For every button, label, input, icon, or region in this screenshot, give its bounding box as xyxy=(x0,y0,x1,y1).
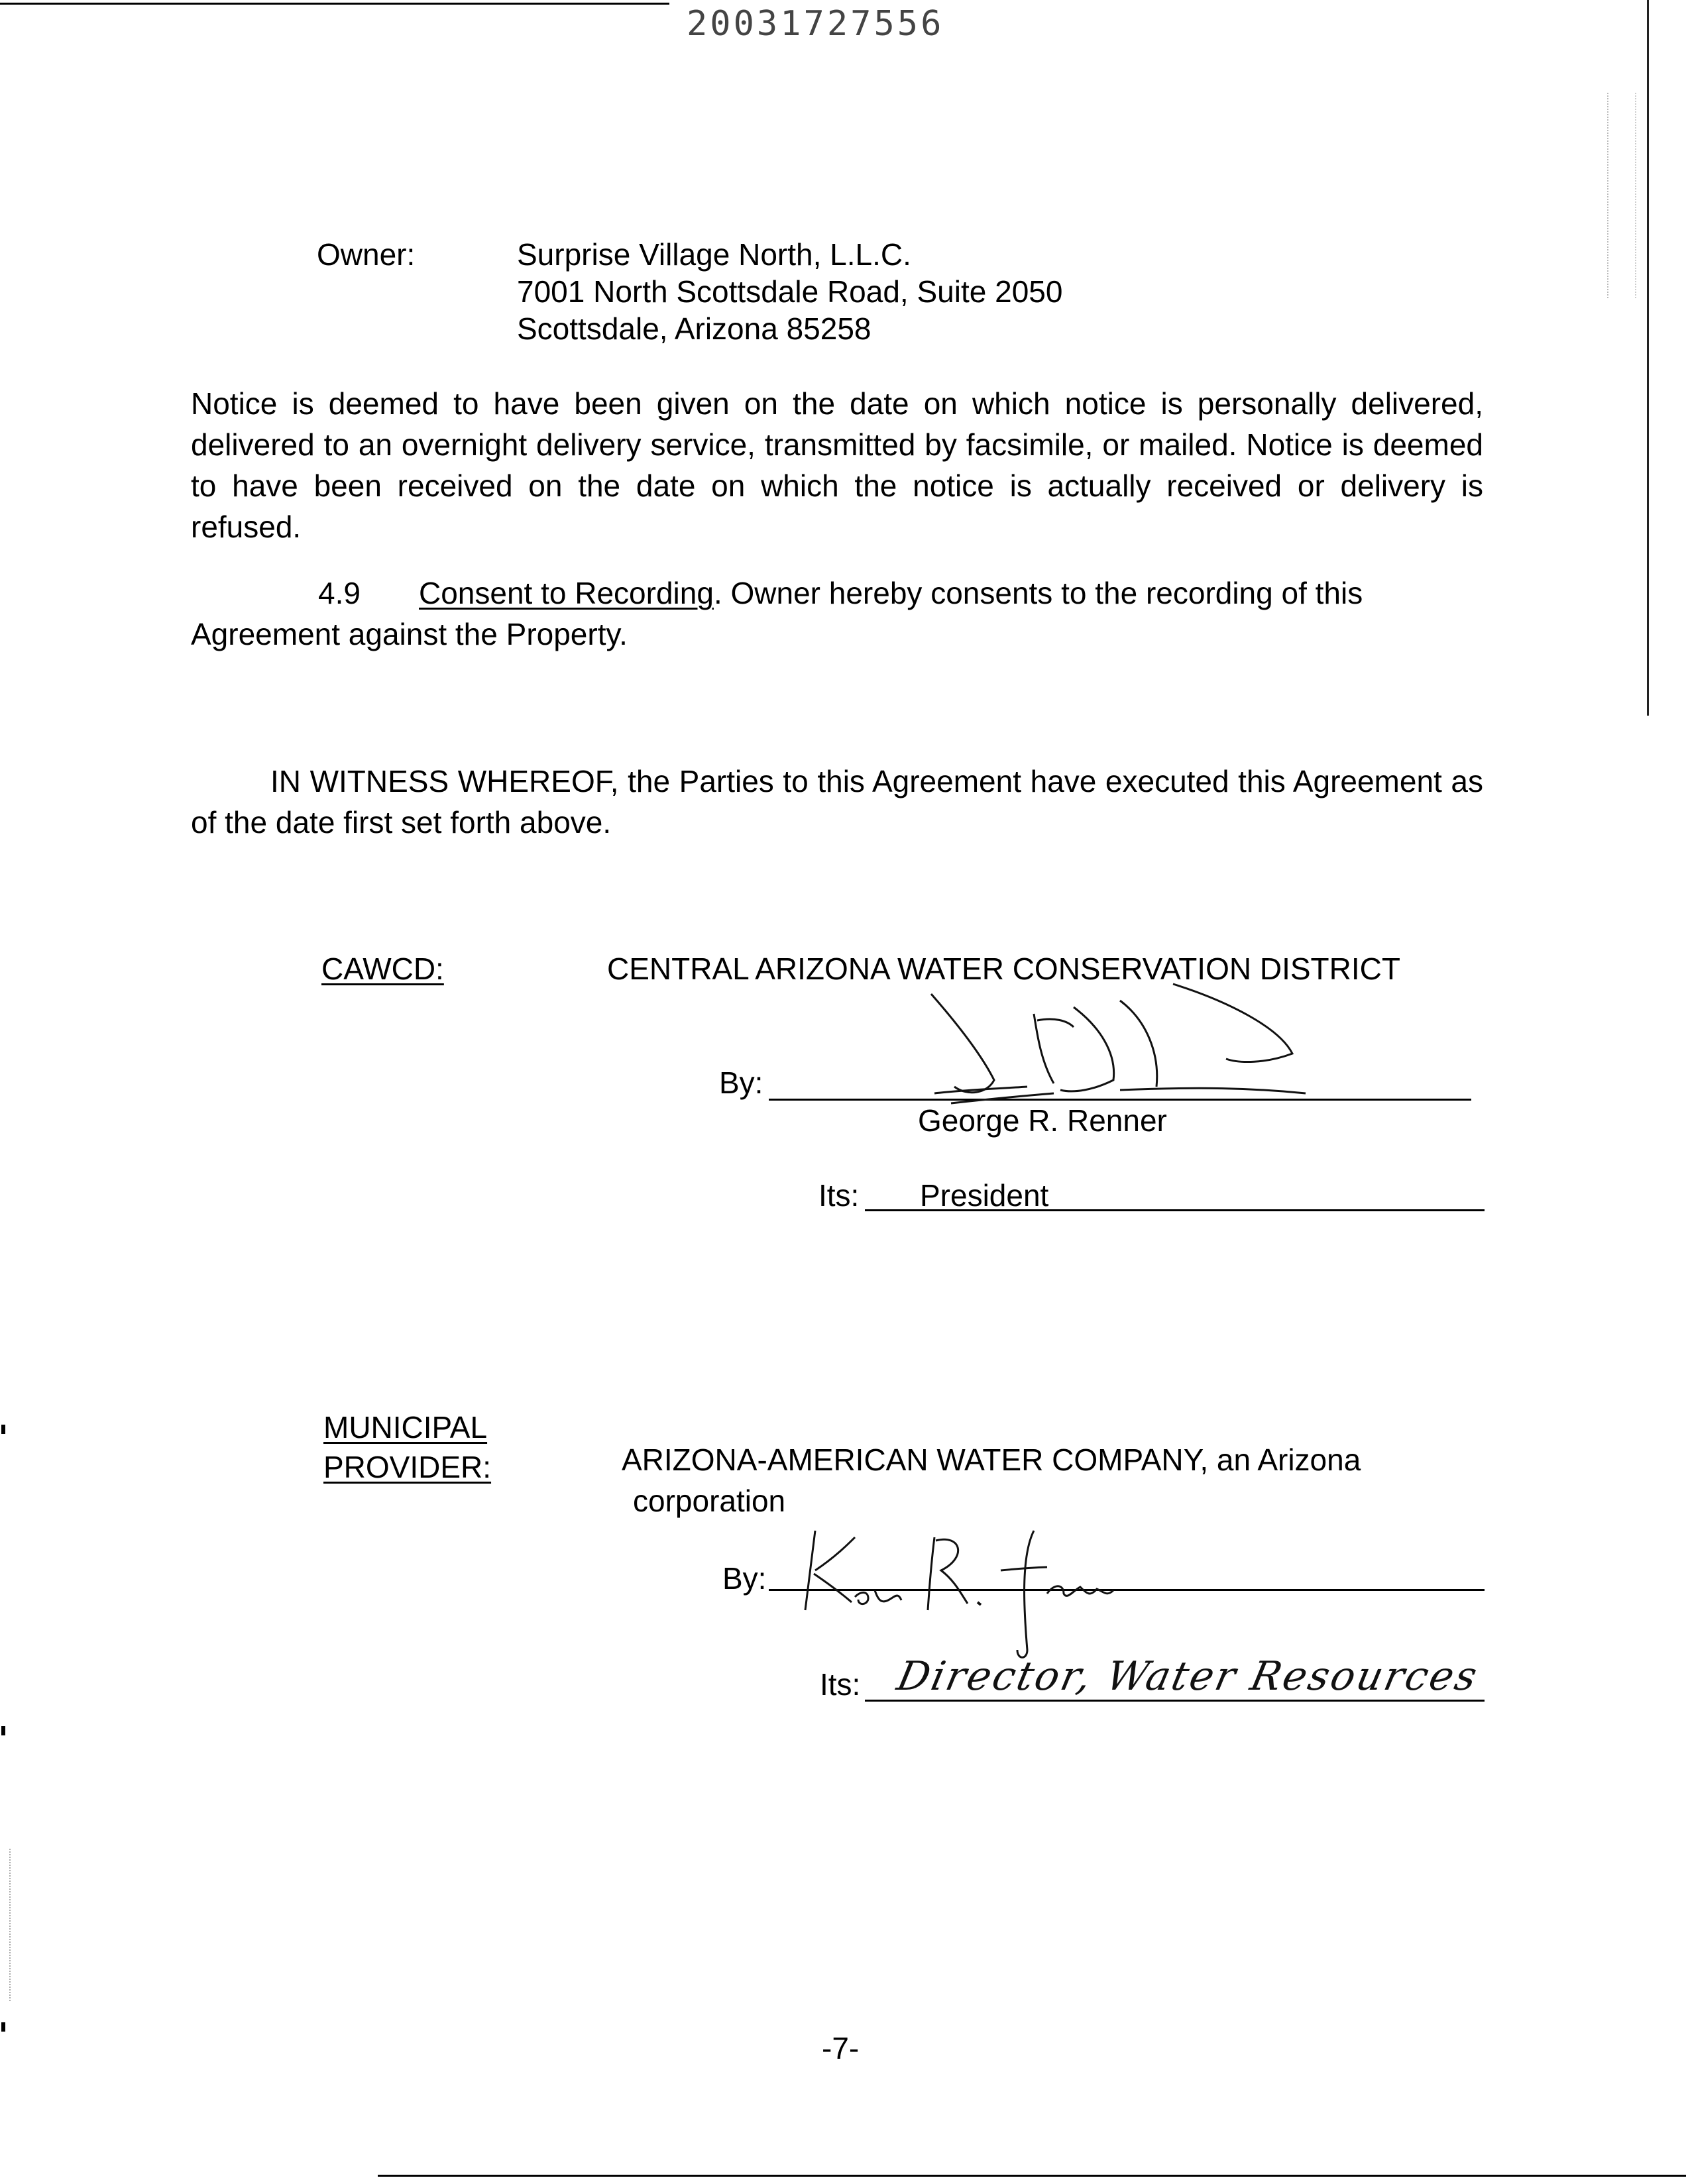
municipal-entity-line1: ARIZONA-AMERICAN WATER COMPANY, an Arizona xyxy=(622,1443,1361,1477)
margin-dot-2 xyxy=(1,1726,5,1735)
owner-address-line2: Scottsdale, Arizona 85258 xyxy=(517,311,871,346)
municipal-its-line xyxy=(865,1700,1485,1702)
section-line1 xyxy=(419,574,1363,612)
top-border-line xyxy=(0,3,669,5)
municipal-signature xyxy=(762,1517,1160,1676)
cawcd-its-label: Its: xyxy=(818,1178,860,1213)
cawcd-label: CAWCD: xyxy=(321,952,444,986)
owner-address-line1: 7001 North Scottsdale Road, Suite 2050 xyxy=(517,274,1063,309)
owner-label: Owner: xyxy=(317,237,416,272)
municipal-entity-line2: corporation xyxy=(633,1484,786,1518)
margin-dot-1 xyxy=(1,1425,5,1434)
scan-edge-mark xyxy=(1647,0,1649,716)
cawcd-by-label: By: xyxy=(719,1065,763,1100)
owner-name: Surprise Village North, L.L.C. xyxy=(517,237,911,272)
witness-paragraph: IN WITNESS WHEREOF, the Parties to this Agreement have executed this Agreement as of the date first set forth above. xyxy=(191,764,1483,840)
cawcd-title: President xyxy=(920,1178,1049,1213)
municipal-its-label: Its: xyxy=(820,1667,861,1702)
section-heading: Consent to Recording xyxy=(419,576,714,610)
municipal-label-line2: PROVIDER: xyxy=(323,1450,492,1484)
margin-speckle xyxy=(9,1849,11,2001)
municipal-handwritten-title: Director, Water Resources xyxy=(893,1653,1483,1700)
section-text-first: . Owner hereby consents to the recording of this xyxy=(713,576,1363,610)
cawcd-signer-name: George R. Renner xyxy=(918,1103,1167,1138)
notice-paragraph: Notice is deemed to have been given on the date on which notice is personally delivered, delivered to an overnight delivery service, transmitted by facsimile, or mailed. Notice is deemed to have been received on the date on which the notice is actually received or delivery is refused. xyxy=(191,386,1483,544)
cawcd-signature xyxy=(855,981,1319,1113)
cawcd-entity: CENTRAL ARIZONA WATER CONSERVATION DISTRICT xyxy=(607,952,1400,986)
municipal-label-line1: MUNICIPAL xyxy=(323,1410,488,1445)
municipal-by-label: By: xyxy=(722,1561,767,1596)
cawcd-its-line xyxy=(865,1209,1485,1211)
scan-speckle xyxy=(1607,93,1636,298)
bottom-border-line xyxy=(378,2175,1686,2177)
document-number: 20031727556 xyxy=(687,4,944,44)
page-number: -7- xyxy=(822,2031,860,2065)
section-number: 4.9 xyxy=(318,576,361,610)
margin-dot-3 xyxy=(1,2022,5,2032)
section-text-second: Agreement against the Property. xyxy=(191,617,628,651)
